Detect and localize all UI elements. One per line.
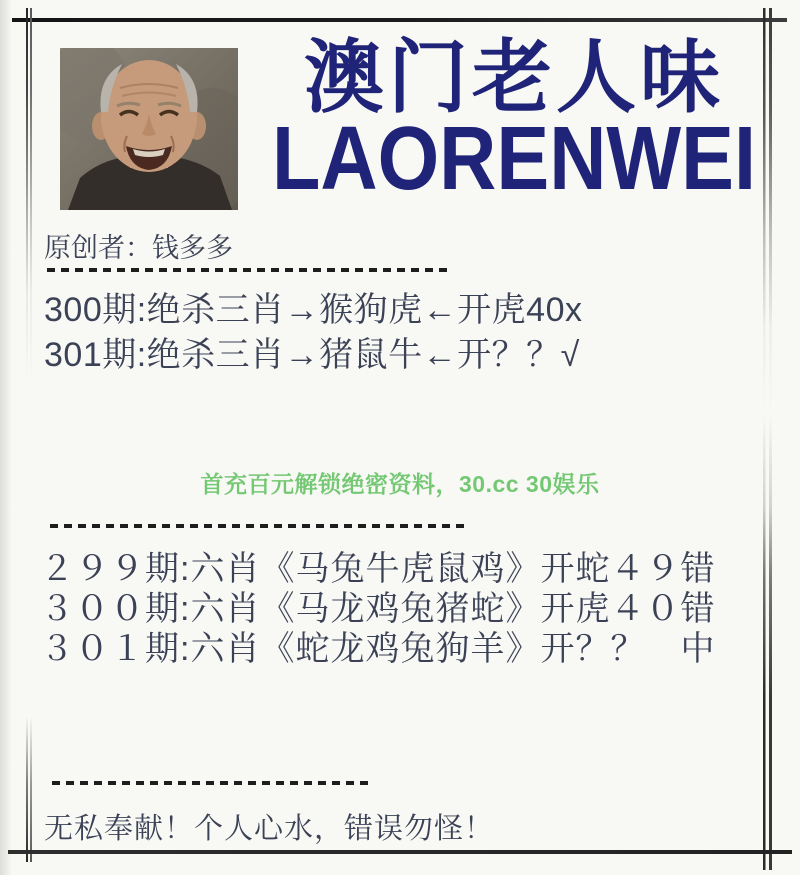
title-block — [238, 30, 790, 209]
frame-bottom-line — [8, 850, 792, 854]
six-xiao-line-299: ２９９期:六肖《马兔牛虎鼠鸡》开蛇４９错 — [40, 550, 716, 588]
kill-three-section — [44, 288, 583, 378]
site-title-latin: LAORENWEI — [272, 109, 756, 209]
site-title-chinese: 澳门老人味 — [304, 33, 724, 122]
frame-left-line — [26, 8, 33, 862]
six-xiao-line-300: ３００期:六肖《马龙鸡兔猪蛇》开虎４０错 — [40, 590, 716, 628]
divider-dashed-top — [47, 268, 450, 272]
author-photo — [60, 48, 238, 210]
divider-dashed-bottom — [52, 781, 374, 785]
author-line: 原创者：钱多多 — [44, 233, 233, 263]
divider-dashed-middle — [50, 524, 470, 528]
frame-top-line — [12, 18, 787, 22]
promo-banner-text: 首充百元解锁绝密资料，30.cc 30娱乐 — [200, 471, 600, 497]
prediction-line-300: 300期:绝杀三肖→猴狗虎←开虎40x — [44, 291, 583, 329]
elderly-man-portrait-graphic — [60, 48, 238, 210]
six-xiao-line-301: ３０１期:六肖《蛇龙鸡兔狗羊》开？？ 中 — [40, 630, 716, 668]
prediction-line-301: 301期:绝杀三肖→猪鼠牛←开？？√ — [44, 336, 580, 374]
six-xiao-section — [40, 549, 715, 669]
left-edge-shading — [0, 0, 12, 875]
footer-note: 无私奉献！个人心水，错误勿怪！ — [44, 813, 495, 845]
